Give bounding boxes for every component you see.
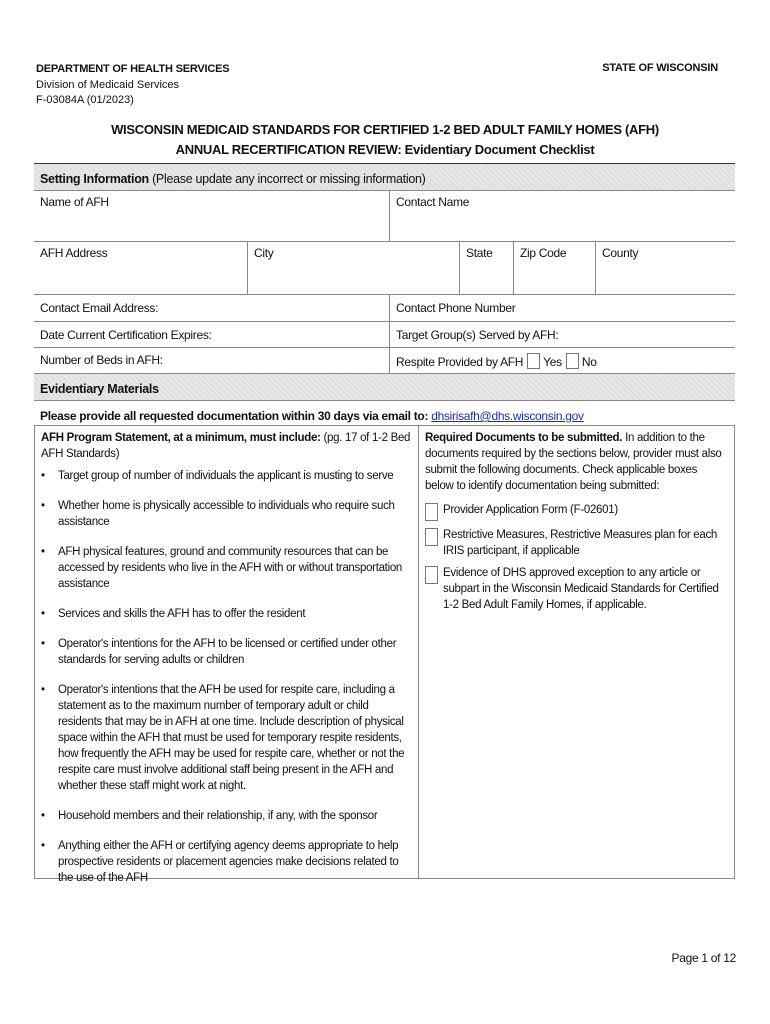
respite-field xyxy=(389,348,735,373)
form-number: F-03084A (01/2023) xyxy=(36,94,134,106)
list-item-text: Operator's intentions that the AFH be used for respite care, including a statement as to the maximum number of temporary adult or child residents that may be in AFH at one time. Include description of physical space within the AFH that must be used for temporary respite residents, how frequently the AFH may be used for respite care, whether or not the respite care must involve additional staff being present in the AFH and whether these staff might work at night. xyxy=(58,684,405,792)
evidentiary-heading: Evidentiary Materials xyxy=(40,382,159,396)
target-groups-field[interactable] xyxy=(389,322,735,347)
division-name: Division of Medicaid Services xyxy=(36,78,180,91)
bullet-icon: • xyxy=(41,638,45,650)
row-name xyxy=(34,191,735,242)
evidentiary-materials-header xyxy=(34,373,735,401)
cert-expires-label: Date Current Certification Expires: xyxy=(40,328,212,342)
checklist-item-text: Restrictive Measures, Restrictive Measures plan for each IRIS participant, if applicable xyxy=(443,529,718,557)
bullet-icon: • xyxy=(41,546,45,558)
county-field[interactable] xyxy=(595,242,735,294)
afh-address-field[interactable] xyxy=(34,242,247,294)
respite-yes-label: Yes xyxy=(543,355,562,369)
list-item-text: Target group of number of individuals the applicant is musting to serve xyxy=(58,470,394,482)
required-documents-text: In addition to the documents required by the sections below, provider must also submit the following documents. Check applicable boxes below to identify documentation being submitted: xyxy=(425,432,722,492)
page-number: Page 1 of 12 xyxy=(671,951,736,965)
bullet-icon: • xyxy=(41,608,45,620)
list-item-text: Operator's intentions for the AFH to be licensed or certified under other standards for serving adults or children xyxy=(58,638,397,666)
city-label: City xyxy=(254,246,274,260)
contact-name-field[interactable] xyxy=(389,191,735,241)
contact-email-label: Contact Email Address: xyxy=(40,301,159,315)
title-line-1: WISCONSIN MEDICAID STANDARDS FOR CERTIFIED 1-2 BED ADULT FAMILY HOMES (AFH) xyxy=(111,122,659,137)
title-line-2: ANNUAL RECERTIFICATION REVIEW: Evidentiary Document Checklist xyxy=(175,142,595,157)
row-certification xyxy=(34,322,735,348)
contact-email-field[interactable] xyxy=(34,295,389,321)
bullet-icon: • xyxy=(41,470,45,482)
respite-no-label: No xyxy=(581,355,597,369)
checklist-item xyxy=(425,527,728,559)
cert-expires-field[interactable] xyxy=(34,322,389,347)
program-statement-note: (pg. 17 of 1-2 Bed AFH Standards) xyxy=(41,432,411,460)
list-item-text: Anything either the AFH or certifying agency deems appropriate to help prospective residents or placement agencies make decisions related to the use of the AFH xyxy=(58,840,399,884)
required-documents-heading: Required Documents to be submitted. xyxy=(425,432,623,444)
program-statement-heading: AFH Program Statement, at a minimum, must include: xyxy=(41,432,321,444)
submission-email-link[interactable]: dhsirisafh@dhs.wisconsin.gov xyxy=(431,409,584,423)
number-of-beds-field[interactable] xyxy=(34,348,389,373)
state-label: State xyxy=(466,246,493,260)
target-groups-label: Target Group(s) Served by AFH: xyxy=(396,328,559,342)
zip-code-label: Zip Code xyxy=(520,246,567,260)
setting-heading: Setting Information xyxy=(40,172,149,186)
list-item xyxy=(41,498,412,530)
respite-yes-checkbox[interactable] xyxy=(527,353,540,369)
contact-phone-label: Contact Phone Number xyxy=(396,301,516,315)
list-item xyxy=(41,606,412,622)
setting-information-header xyxy=(34,163,735,191)
list-item xyxy=(41,544,412,592)
afh-address-label: AFH Address xyxy=(40,246,108,260)
row-address xyxy=(34,242,735,295)
checklist-form xyxy=(34,163,735,884)
name-of-afh-field[interactable] xyxy=(34,191,389,241)
department-name: DEPARTMENT OF HEALTH SERVICES xyxy=(36,63,230,75)
number-of-beds-label: Number of Beds in AFH: xyxy=(40,353,163,367)
submission-text: Please provide all requested documentation within 30 days via email to: xyxy=(40,409,432,423)
program-statement-intro xyxy=(41,430,412,462)
checklist-item xyxy=(425,502,728,521)
zip-code-field[interactable] xyxy=(513,242,595,294)
agency-header xyxy=(36,62,229,109)
list-item-text: Household members and their relationship, if any, with the sponsor xyxy=(58,810,378,822)
program-statement-column xyxy=(35,426,419,884)
contact-phone-field[interactable] xyxy=(389,295,735,321)
list-item xyxy=(41,808,412,824)
contact-name-label: Contact Name xyxy=(396,195,470,209)
row-contact xyxy=(34,295,735,322)
checklist-item-text: Provider Application Form (F-02601) xyxy=(443,504,618,516)
provider-application-checkbox[interactable] xyxy=(425,503,438,521)
name-of-afh-label: Name of AFH xyxy=(40,195,109,209)
respite-label: Respite Provided by AFH xyxy=(396,355,524,369)
bullet-icon: • xyxy=(41,810,45,822)
list-item xyxy=(41,468,412,484)
required-documents-column xyxy=(419,426,734,878)
bullet-icon: • xyxy=(41,500,45,512)
county-label: County xyxy=(602,246,639,260)
list-item xyxy=(41,838,412,886)
city-field[interactable] xyxy=(247,242,459,294)
list-item xyxy=(41,636,412,668)
state-name: STATE OF WISCONSIN xyxy=(602,62,718,74)
state-field[interactable] xyxy=(459,242,513,294)
submission-instructions xyxy=(34,401,735,426)
setting-heading-note: (Please update any incorrect or missing information) xyxy=(148,172,426,186)
evidence-columns xyxy=(34,426,735,884)
dhs-exception-checkbox[interactable] xyxy=(425,566,438,584)
checklist-item xyxy=(425,565,728,613)
respite-no-checkbox[interactable] xyxy=(566,353,579,369)
list-item-text: Whether home is physically accessible to individuals who require such assistance xyxy=(58,500,395,528)
bullet-icon: • xyxy=(41,684,45,696)
list-item-text: Services and skills the AFH has to offer the resident xyxy=(58,608,306,620)
program-statement-list xyxy=(41,468,412,886)
list-item xyxy=(41,682,412,794)
row-beds xyxy=(34,348,735,373)
required-documents-intro xyxy=(425,430,728,494)
bullet-icon: • xyxy=(41,840,45,852)
list-item-text: AFH physical features, ground and community resources that can be accessed by residents who live in the AFH with or without transportation assistance xyxy=(58,546,403,590)
document-title xyxy=(0,120,770,160)
checklist-item-text: Evidence of DHS approved exception to any article or subpart in the Wisconsin Medicaid Standards for Certified 1-2 Bed Adult Family Homes, if applicable. xyxy=(443,567,719,611)
restrictive-measures-checkbox[interactable] xyxy=(425,528,438,546)
